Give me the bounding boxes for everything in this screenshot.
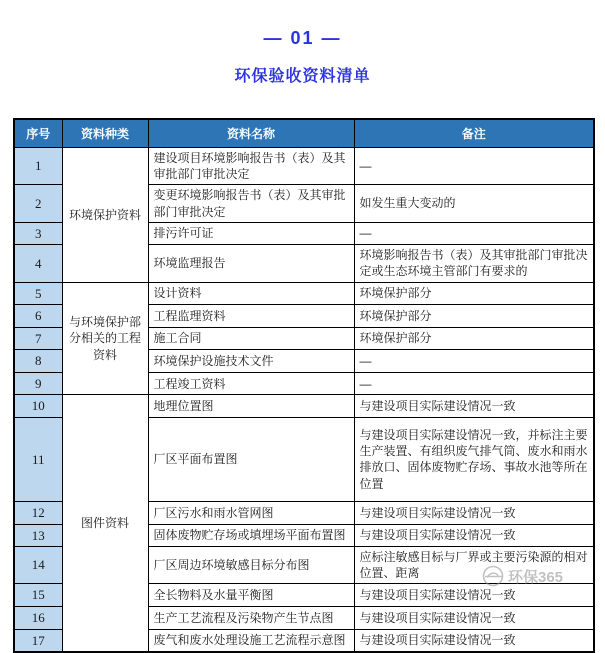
note-cell: 环境影响报告书（表）及其审批部门审批决定或生态环境主管部门有要求的 (354, 245, 594, 282)
index-cell: 7 (14, 327, 62, 350)
watermark-text: 环保365 (508, 568, 564, 586)
index-cell: 16 (14, 606, 62, 629)
note-cell: 与建设项目实际建设情况一致 (354, 584, 594, 607)
index-cell: 13 (14, 524, 62, 547)
name-cell: 全长物料及水量平衡图 (148, 584, 354, 607)
note-cell: 与建设项目实际建设情况一致 (354, 629, 594, 652)
name-cell: 建设项目环境影响报告书（表）及其审批部门审批决定 (148, 148, 354, 185)
name-cell: 生产工艺流程及污染物产生节点图 (148, 606, 354, 629)
index-cell: 1 (14, 148, 62, 185)
name-cell: 厂区平面布置图 (148, 417, 354, 501)
note-cell: — (354, 372, 594, 395)
index-cell: 5 (14, 282, 62, 305)
note-cell: 环境保护部分 (354, 282, 594, 305)
index-cell: 3 (14, 222, 62, 245)
title-block (0, 28, 605, 86)
index-cell: 17 (14, 629, 62, 652)
name-cell: 厂区污水和雨水管网图 (148, 501, 354, 524)
index-cell: 11 (14, 417, 62, 501)
name-cell: 环境保护设施技术文件 (148, 350, 354, 373)
note-cell: 与建设项目实际建设情况一致 (354, 395, 594, 418)
note-cell: 环境保护部分 (354, 305, 594, 328)
table-row (14, 395, 594, 418)
index-cell: 14 (14, 547, 62, 584)
column-header-note: 备注 (354, 119, 594, 148)
page-title: 环保验收资料清单 (234, 68, 371, 85)
name-cell: 废气和废水处理设施工艺流程示意图 (148, 629, 354, 652)
category-cell: 环境保护资料 (62, 148, 148, 283)
note-cell: 与建设项目实际建设情况一致，并标注主要生产装置、有组织废气排气筒、废水和雨水排放口、固体废物贮存场、事故水池等所在位置 (354, 417, 594, 501)
name-cell: 固体废物贮存场或填埋场平面布置图 (148, 524, 354, 547)
note-cell: — (354, 148, 594, 185)
note-cell: — (354, 350, 594, 373)
index-cell: 10 (14, 395, 62, 418)
index-cell: 2 (14, 185, 62, 222)
table-row (14, 282, 594, 305)
index-cell: 6 (14, 305, 62, 328)
section-number: — 01 — (263, 28, 342, 48)
column-header-category: 资料种类 (62, 119, 148, 148)
category-cell: 与环境保护部分相关的工程资料 (62, 282, 148, 395)
note-cell: 与建设项目实际建设情况一致 (354, 501, 594, 524)
index-cell: 8 (14, 350, 62, 373)
name-cell: 工程竣工资料 (148, 372, 354, 395)
name-cell: 工程监理资料 (148, 305, 354, 328)
index-cell: 12 (14, 501, 62, 524)
note-cell: 如发生重大变动的 (354, 185, 594, 222)
note-cell: 与建设项目实际建设情况一致 (354, 524, 594, 547)
name-cell: 厂区周边环境敏感目标分布图 (148, 547, 354, 584)
index-cell: 15 (14, 584, 62, 607)
table-header-row (14, 119, 594, 148)
name-cell: 地理位置图 (148, 395, 354, 418)
name-cell: 排污许可证 (148, 222, 354, 245)
note-cell: 环境保护部分 (354, 327, 594, 350)
index-cell: 4 (14, 245, 62, 282)
column-header-name: 资料名称 (148, 119, 354, 148)
name-cell: 设计资料 (148, 282, 354, 305)
note-cell: — (354, 222, 594, 245)
index-cell: 9 (14, 372, 62, 395)
table-row (14, 148, 594, 185)
note-cell: 应标注敏感目标与厂界或主要污染源的相对位置、距离 (354, 547, 594, 584)
name-cell: 环境监理报告 (148, 245, 354, 282)
materials-table-wrap (13, 118, 593, 653)
note-cell: 与建设项目实际建设情况一致 (354, 606, 594, 629)
materials-table (13, 118, 595, 653)
column-header-no: 序号 (14, 119, 62, 148)
name-cell: 变更环境影响报告书（表）及其审批部门审批决定 (148, 185, 354, 222)
name-cell: 施工合同 (148, 327, 354, 350)
category-cell: 图件资料 (62, 395, 148, 652)
